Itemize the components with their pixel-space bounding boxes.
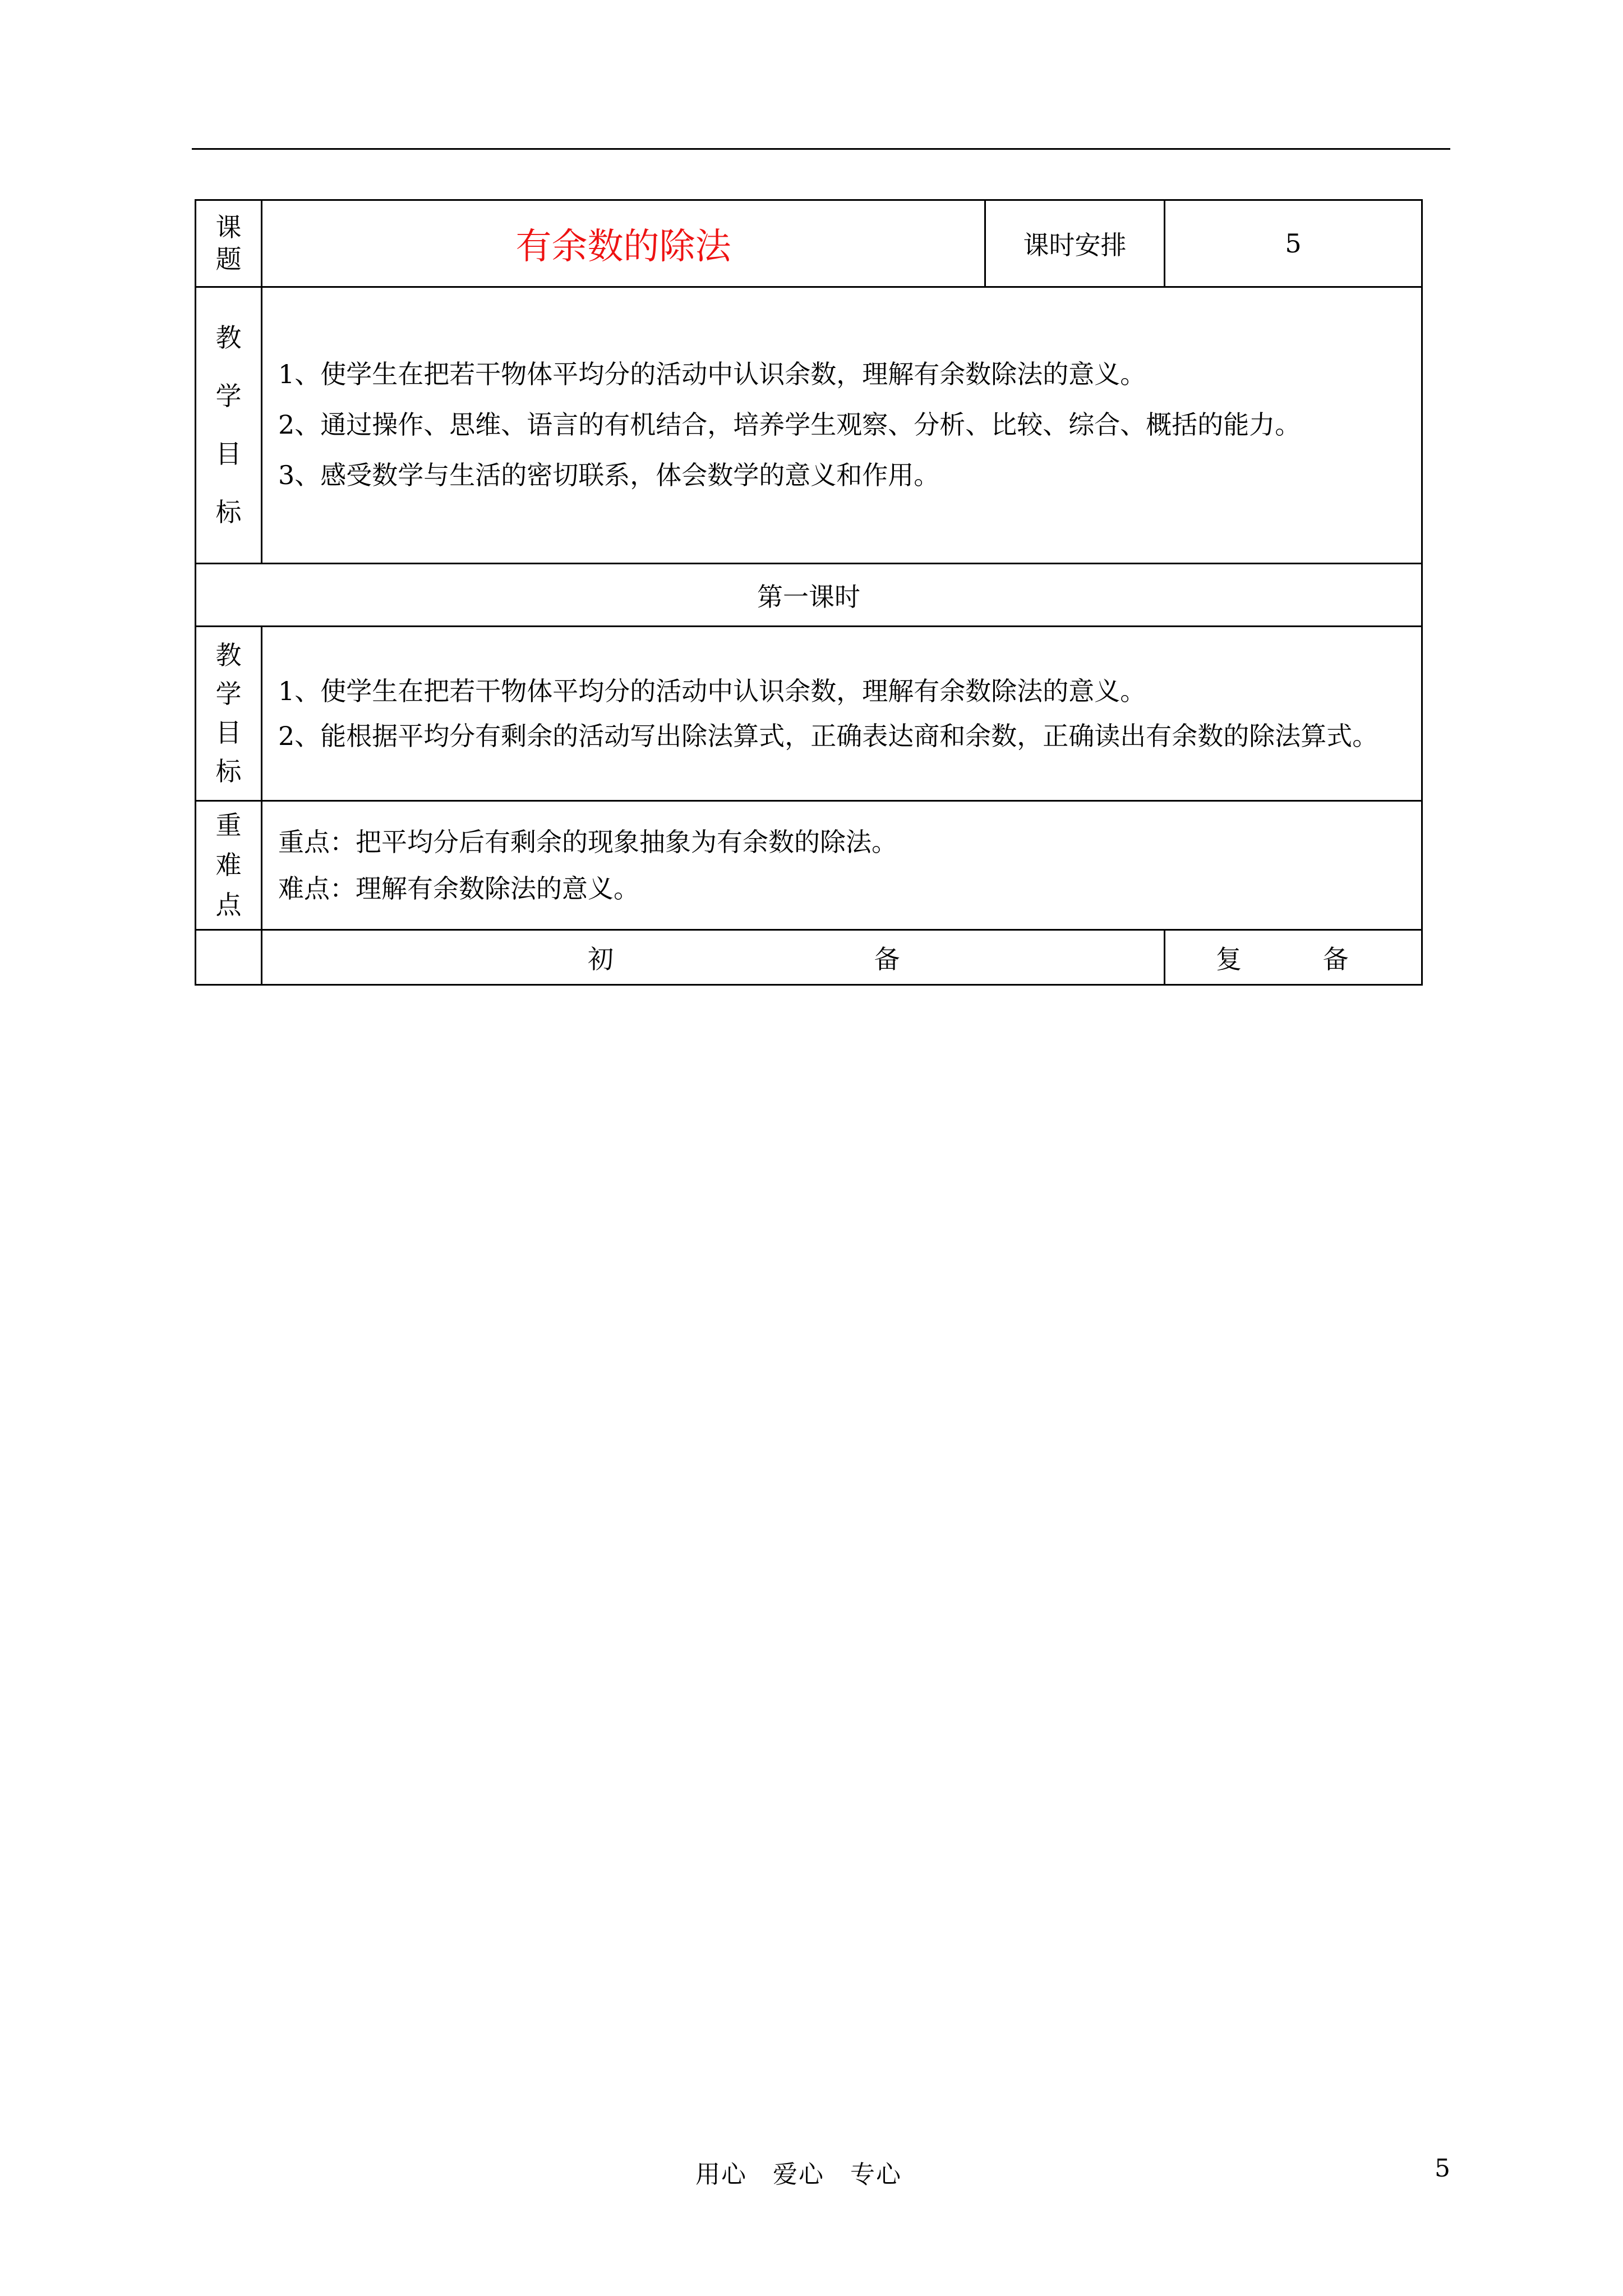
key-points-row	[196, 801, 1422, 930]
topic-label: 课 题	[196, 200, 262, 287]
lesson-goal-item: 2、能根据平均分有剩余的活动写出除法算式，正确表达商和余数，正确读出有余数的除法算式。	[278, 721, 1378, 751]
lesson-goals-row	[196, 627, 1422, 801]
lesson-heading-row	[196, 564, 1422, 627]
first-prep-header: 初 备	[262, 930, 1165, 985]
header-rule	[192, 148, 1450, 150]
lesson-goals-label: 教 学 目 标	[196, 627, 262, 801]
prep-empty-cell	[196, 930, 262, 985]
schedule-value: 5	[1165, 200, 1422, 287]
goal-item: 2、通过操作、思维、语言的有机结合，培养学生观察、分析、比较、综合、概括的能力。	[278, 409, 1301, 440]
goals-label: 教 学 目 标	[196, 287, 262, 564]
lesson-goals-content	[262, 627, 1422, 801]
second-prep-header: 复 备	[1165, 930, 1422, 985]
key-points-content	[262, 801, 1422, 930]
goals-content	[262, 287, 1422, 564]
lesson-heading: 第一课时	[196, 564, 1422, 627]
goal-item: 3、感受数学与生活的密切联系，体会数学的意义和作用。	[278, 459, 940, 490]
key-point: 难点：理解有余数除法的意义。	[278, 873, 639, 904]
lesson-title: 有余数的除法	[262, 200, 985, 287]
topic-row	[196, 200, 1422, 287]
key-point: 重点：把平均分后有剩余的现象抽象为有余数的除法。	[278, 826, 897, 857]
goals-row	[196, 287, 1422, 564]
footer-motto: 用心 爱心 专心	[695, 2160, 902, 2189]
key-points-label: 重 难 点	[196, 801, 262, 930]
schedule-label: 课时安排	[985, 200, 1165, 287]
goal-item: 1、使学生在把若干物体平均分的活动中认识余数，理解有余数除法的意义。	[278, 359, 1146, 390]
page-number: 5	[1435, 2154, 1450, 2183]
prep-row	[196, 930, 1422, 985]
lesson-plan-table	[195, 199, 1423, 986]
lesson-goal-item: 1、使学生在把若干物体平均分的活动中认识余数，理解有余数除法的意义。	[278, 675, 1146, 706]
